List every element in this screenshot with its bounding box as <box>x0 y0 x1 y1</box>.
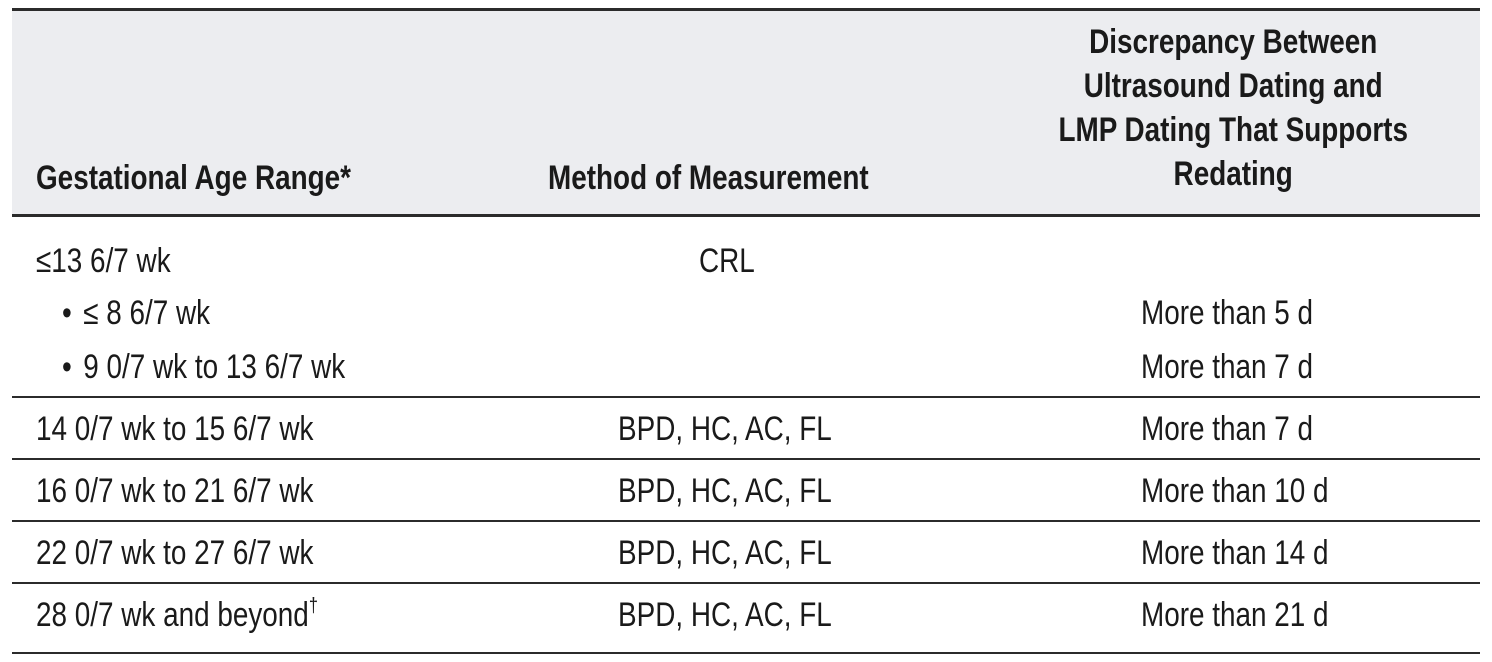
cell-method: BPD, HC, AC, FL <box>618 410 832 448</box>
row-divider <box>12 458 1480 460</box>
header-method-of-measurement: Method of Measurement <box>548 159 869 197</box>
bullet-icon: • <box>62 294 72 332</box>
cell-method: BPD, HC, AC, FL <box>618 534 832 572</box>
cell-subrange <box>62 293 210 333</box>
cell-range-first-trimester: ≤13 6/7 wk <box>36 242 171 280</box>
header-discrepancy-line: Discrepancy Between <box>1089 23 1378 61</box>
cell-range <box>36 595 318 635</box>
cell-discrepancy: More than 21 d <box>1141 596 1329 634</box>
cell-range: 16 0/7 wk to 21 6/7 wk <box>36 472 314 510</box>
cell-subrange <box>62 347 345 387</box>
header-bottom-rule <box>12 214 1480 217</box>
cell-discrepancy: More than 10 d <box>1141 472 1329 510</box>
cell-discrepancy: More than 14 d <box>1141 534 1329 572</box>
cell-method-crl: CRL <box>699 242 755 280</box>
row-divider <box>12 396 1480 398</box>
row-divider <box>12 520 1480 522</box>
cell-method: BPD, HC, AC, FL <box>618 472 832 510</box>
header-discrepancy <box>1020 20 1446 196</box>
header-gestational-age-range: Gestational Age Range* <box>36 159 352 197</box>
header-discrepancy-line: Redating <box>1173 155 1293 193</box>
cell-range: 14 0/7 wk to 15 6/7 wk <box>36 410 314 448</box>
dagger-footnote-mark: † <box>308 595 318 617</box>
bullet-icon: • <box>62 348 72 386</box>
subrange-label: ≤ 8 6/7 wk <box>83 294 211 332</box>
cell-method: BPD, HC, AC, FL <box>618 596 832 634</box>
table-bottom-rule <box>12 652 1480 654</box>
table-top-rule <box>12 8 1480 11</box>
range-label: 28 0/7 wk and beyond <box>36 596 309 634</box>
cell-discrepancy: More than 5 d <box>1141 294 1314 332</box>
cell-discrepancy: More than 7 d <box>1141 410 1314 448</box>
cell-discrepancy: More than 7 d <box>1141 348 1314 386</box>
row-divider <box>12 582 1480 584</box>
cell-range: 22 0/7 wk to 27 6/7 wk <box>36 534 314 572</box>
header-discrepancy-line: LMP Dating That Supports <box>1058 111 1408 149</box>
header-discrepancy-line: Ultrasound Dating and <box>1083 67 1383 105</box>
subrange-label: 9 0/7 wk to 13 6/7 wk <box>83 348 346 386</box>
